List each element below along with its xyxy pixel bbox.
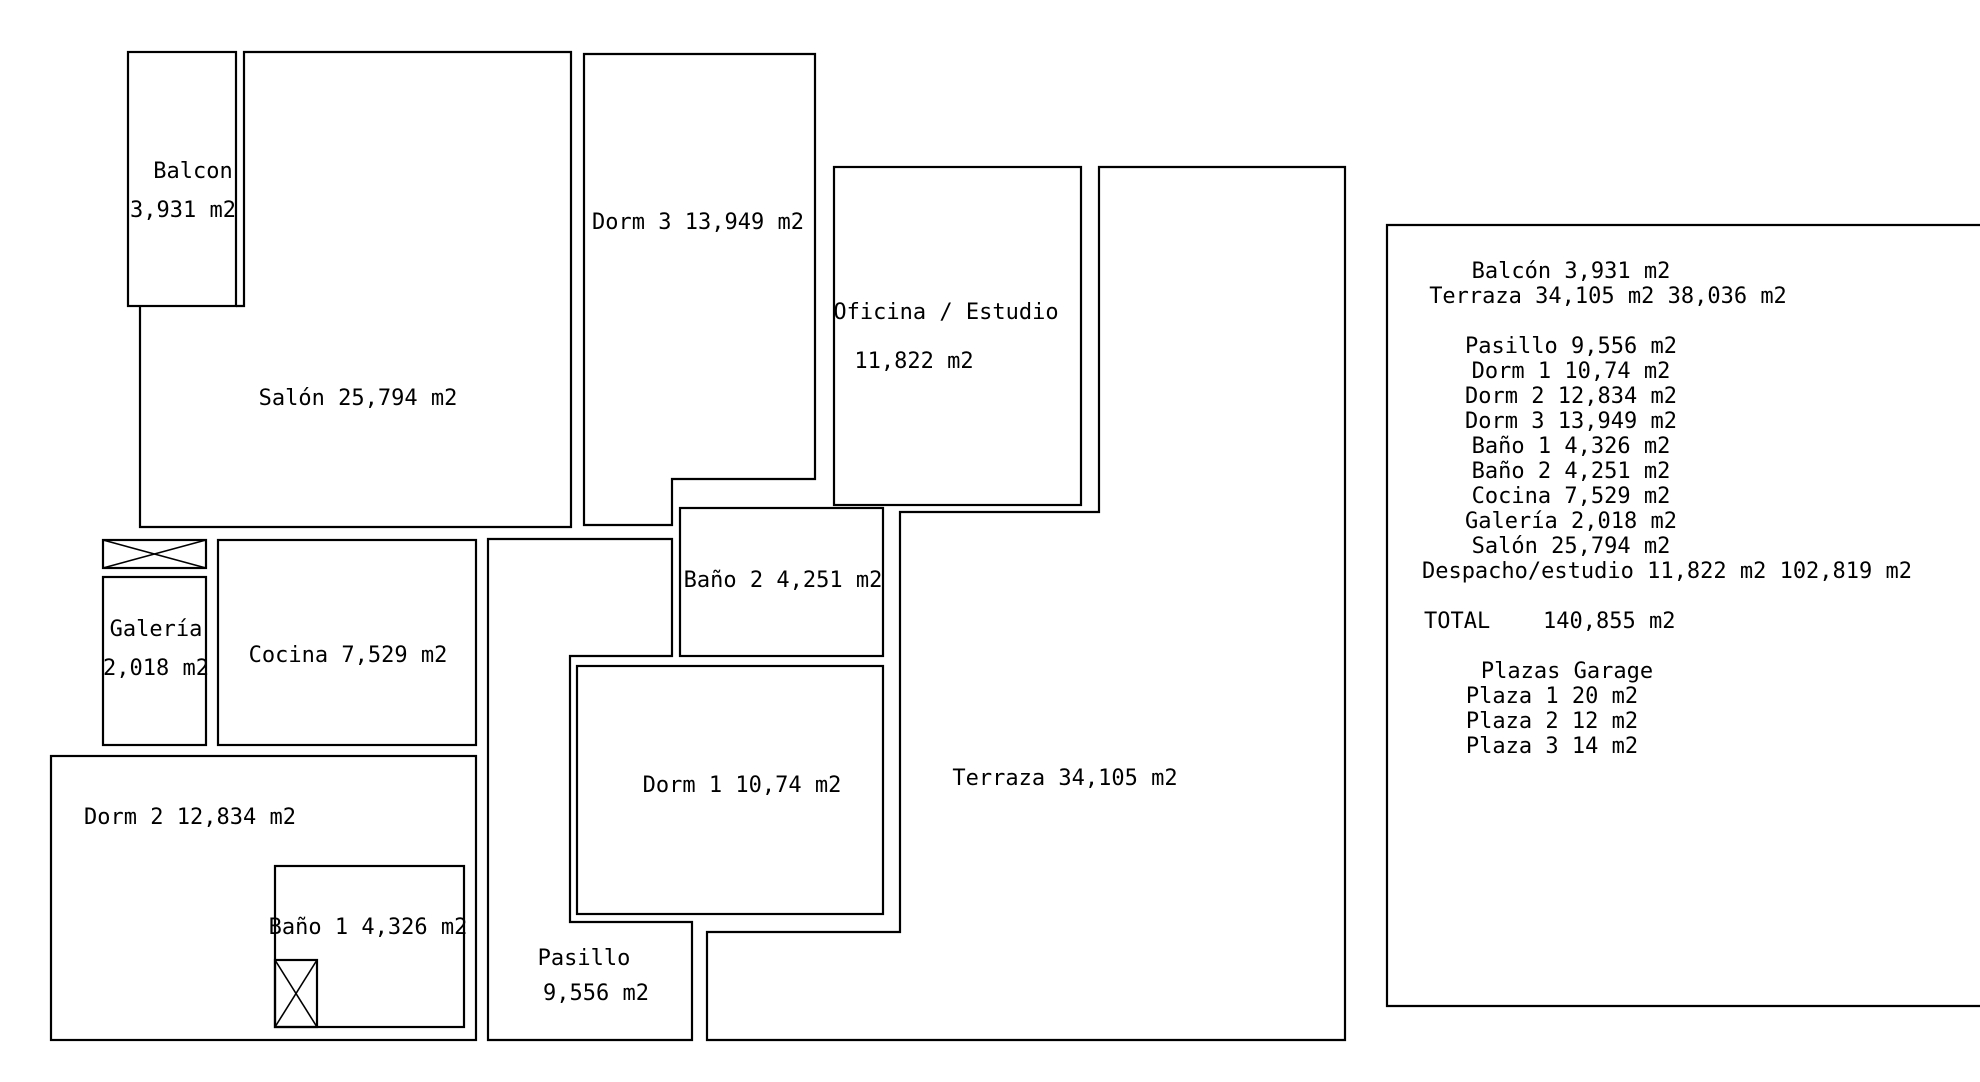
oficina-name: Oficina / Estudio [833,300,1059,325]
galeria-area: 2,018 m2 [103,656,209,681]
summary-plaza-2: Plaza 2 12 m2 [1465,709,1639,734]
balcon-area: 3,931 m2 [130,198,236,223]
summary-bano-2: Baño 2 4,251 m2 [1471,459,1671,484]
summary-balcon: Balcón 3,931 m2 [1471,259,1671,284]
summary-plaza-1: Plaza 1 20 m2 [1465,684,1639,709]
pasillo-area: 9,556 m2 [543,981,649,1006]
room-dorm-1 [577,666,883,914]
salon-outline [140,52,571,527]
dorm-2-outline [51,756,476,1040]
bano-1-label: Baño 1 4,326 m2 [268,915,468,940]
salon-label: Salón 25,794 m2 [258,386,458,411]
room-dorm-3 [584,54,815,525]
summary-bano-1: Baño 1 4,326 m2 [1471,434,1671,459]
summary-total-label: TOTAL [1424,609,1491,634]
area-summary-table [1387,225,1980,1006]
summary-garage-title: Plazas Garage [1480,659,1654,684]
oficina-area: 11,822 m2 [854,349,974,374]
room-dorm-2 [51,756,476,1040]
room-bano-2 [680,508,883,656]
terraza-outline [707,167,1345,1040]
summary-pasillo: Pasillo 9,556 m2 [1465,334,1677,359]
room-oficina [833,167,1081,505]
dorm-1-label: Dorm 1 10,74 m2 [642,773,842,798]
summary-galeria: Galería 2,018 m2 [1465,509,1677,534]
room-salon [140,52,571,527]
room-balcon [128,52,236,306]
summary-cocina: Cocina 7,529 m2 [1471,484,1671,509]
oficina-outline [834,167,1081,505]
balcon-name: Balcon [153,159,233,184]
bano-1-outline [275,866,464,1027]
pasillo-name: Pasillo [537,946,631,971]
room-galeria [103,540,209,745]
summary-dorm-2: Dorm 2 12,834 m2 [1465,384,1677,409]
dorm-3-label: Dorm 3 13,949 m2 [592,210,804,235]
cocina-label: Cocina 7,529 m2 [248,643,448,668]
dorm-3-outline [584,54,815,525]
room-terraza [707,167,1345,1040]
summary-despacho: Despacho/estudio 11,822 m2 102,819 m2 [1421,559,1913,584]
summary-salon: Salón 25,794 m2 [1471,534,1671,559]
summary-dorm-1: Dorm 1 10,74 m2 [1471,359,1671,384]
dorm-2-label: Dorm 2 12,834 m2 [84,805,296,830]
summary-total-value: 140,855 m2 [1543,609,1676,634]
summary-terraza: Terraza 34,105 m2 38,036 m2 [1429,284,1787,309]
room-bano-1 [269,866,468,1027]
bano-2-label: Baño 2 4,251 m2 [683,568,883,593]
galeria-name: Galería [109,617,203,642]
summary-plaza-3: Plaza 3 14 m2 [1465,734,1639,759]
room-cocina [218,540,476,745]
terraza-label: Terraza 34,105 m2 [952,766,1178,791]
summary-dorm-3: Dorm 3 13,949 m2 [1465,409,1677,434]
